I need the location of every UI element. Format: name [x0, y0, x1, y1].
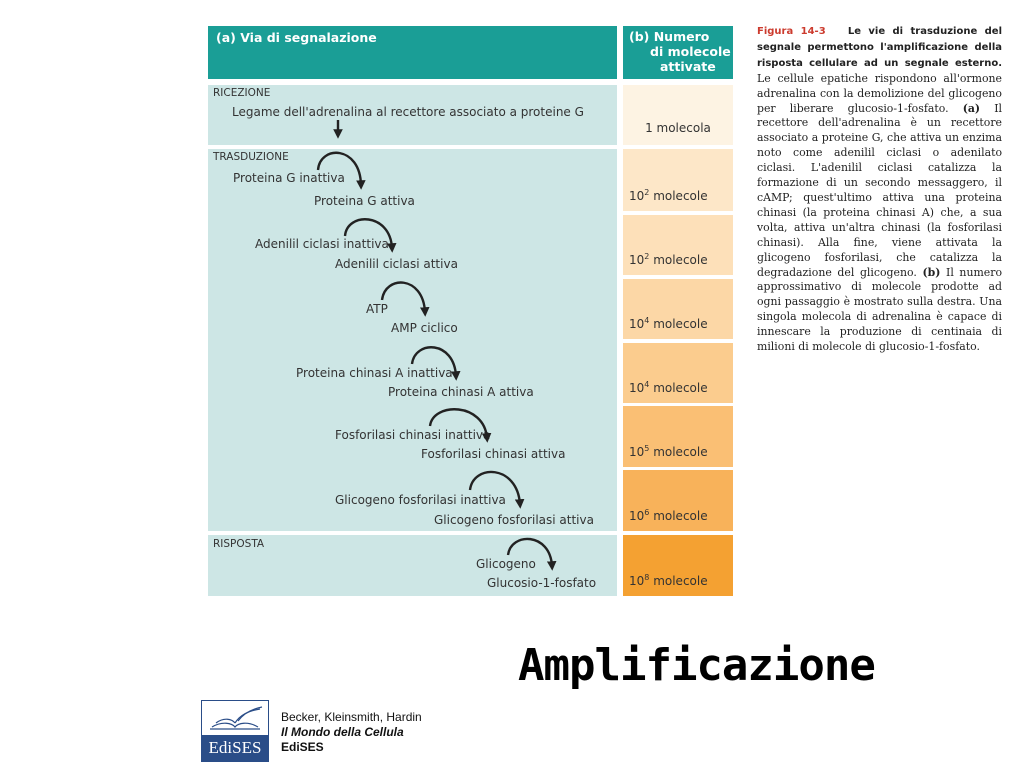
- count-cell: [623, 470, 733, 531]
- count-base: 10: [629, 189, 645, 203]
- count-base: 10: [629, 574, 645, 588]
- caption-figure-number: Figura 14-3: [757, 26, 826, 37]
- label-atp: ATP: [366, 302, 388, 316]
- count-cell: [623, 215, 733, 275]
- label-ac-inactive: Adenilil ciclasi inattiva: [255, 237, 389, 251]
- caption-body-1: Le cellule epatiche rispondono all'ormone adrenalina con la demolizione del glicogeno per liberare glucosio-1-fosfato.: [757, 71, 1002, 115]
- count-value: [629, 380, 708, 395]
- count-unit: molecole: [649, 509, 708, 523]
- count-cell: [623, 85, 733, 145]
- slide-title: Amplificazione: [518, 640, 875, 691]
- count-unit: molecole: [649, 253, 708, 267]
- count-cell: [623, 343, 733, 403]
- logo-text: EdiSES: [208, 738, 262, 757]
- label-pk-active: Fosforilasi chinasi attiva: [421, 447, 566, 461]
- label-reception-step: Legame dell'adrenalina al recettore associato a proteine G: [232, 105, 584, 119]
- count-base: 10: [629, 509, 645, 523]
- publisher-authors: Becker, Kleinsmith, Hardin: [281, 710, 422, 724]
- count-exponent: 2: [644, 252, 650, 261]
- count-exponent: 2: [644, 188, 650, 197]
- count-exponent: 4: [644, 316, 650, 325]
- count-value: [629, 252, 708, 267]
- count-base: 10: [629, 317, 645, 331]
- section-response: RISPOSTA: [213, 538, 265, 550]
- count-value: [645, 120, 711, 135]
- count-cell: [623, 406, 733, 467]
- count-value: [629, 444, 708, 459]
- count-value: [629, 573, 708, 588]
- publisher-book: Il Mondo della Cellula: [281, 725, 404, 739]
- publisher-house: EdiSES: [281, 740, 324, 754]
- count-exponent: 8: [644, 573, 650, 582]
- publisher-info: [281, 710, 422, 755]
- count-unit: molecole: [649, 574, 708, 588]
- count-header-line1: (b) Numero: [629, 29, 710, 44]
- count-value: [629, 508, 708, 523]
- count-header-line3: attivate: [660, 59, 716, 74]
- count-cell: [623, 149, 733, 211]
- pathway-header-label: (a) Via di segnalazione: [216, 30, 377, 45]
- count-unit: molecole: [649, 189, 708, 203]
- section-reception: RICEZIONE: [213, 87, 271, 99]
- count-base: 10: [629, 253, 645, 267]
- count-cell: [623, 279, 733, 339]
- count-header-line2: di molecole: [650, 44, 731, 59]
- caption-title: Le vie di trasduzione del segnale permettono l'amplificazione della risposta cellulare ad un segnale esterno.: [757, 26, 1002, 69]
- count-exponent: 6: [644, 508, 650, 517]
- count-cell: [623, 535, 733, 596]
- count-base: 1 molecola: [645, 121, 711, 135]
- pathway-header: [208, 26, 617, 79]
- book-icon: [201, 700, 269, 736]
- section-transduction: TRASDUZIONE: [213, 151, 289, 163]
- label-g-active: Proteina G attiva: [314, 194, 415, 208]
- figure-caption: [757, 24, 1002, 355]
- caption-body-2: Il recettore dell'adrenalina è un recettore associato a proteine G, che attiva un enzima noto come adenilil ciclasi o adenilato ciclasi. L'adenilil ciclasi catalizza la formazione di un secondo messaggero, il cAMP; quest'ultimo attiva una proteina chinasi (la proteina chinasi A) che, a sua volta, attiva un'altra chinasi (la fosforilasi chinasi). Alla fine, viene attivata la glicogeno fosforilasi, che catalizza la degradazione del glicogeno.: [757, 101, 1003, 279]
- count-value: [629, 316, 708, 331]
- caption-body-3: Il numero approssimativo di molecole prodotte ad ogni passaggio è mostrato sulla destra. Una singola molecola di adrenalina è capace di innescare la produzione di centinaia di milioni di molecole di glucosio-1-fosfato.: [757, 265, 1002, 354]
- count-exponent: 5: [644, 444, 650, 453]
- label-pka-inactive: Proteina chinasi A inattiva: [296, 366, 453, 380]
- count-unit: molecole: [649, 381, 708, 395]
- count-value: [629, 188, 708, 203]
- label-gp-inactive: Glicogeno fosforilasi inattiva: [335, 493, 506, 507]
- count-base: 10: [629, 445, 645, 459]
- label-ac-active: Adenilil ciclasi attiva: [335, 257, 458, 271]
- caption-mark-b: (b): [922, 265, 941, 279]
- count-exponent: 4: [644, 380, 650, 389]
- count-unit: molecole: [649, 445, 708, 459]
- label-glycogen: Glicogeno: [476, 557, 536, 571]
- count-header: [623, 26, 733, 79]
- label-gp-active: Glicogeno fosforilasi attiva: [434, 513, 594, 527]
- label-g-inactive: Proteina G inattiva: [233, 171, 345, 185]
- label-pk-inactive: Fosforilasi chinasi inattiva: [335, 428, 491, 442]
- label-pka-active: Proteina chinasi A attiva: [388, 385, 534, 399]
- count-unit: molecole: [649, 317, 708, 331]
- label-g1p: Glucosio-1-fosfato: [487, 576, 597, 590]
- count-base: 10: [629, 381, 645, 395]
- edises-logo: [201, 700, 269, 762]
- caption-mark-a: (a): [962, 101, 981, 115]
- label-camp: AMP ciclico: [391, 321, 458, 335]
